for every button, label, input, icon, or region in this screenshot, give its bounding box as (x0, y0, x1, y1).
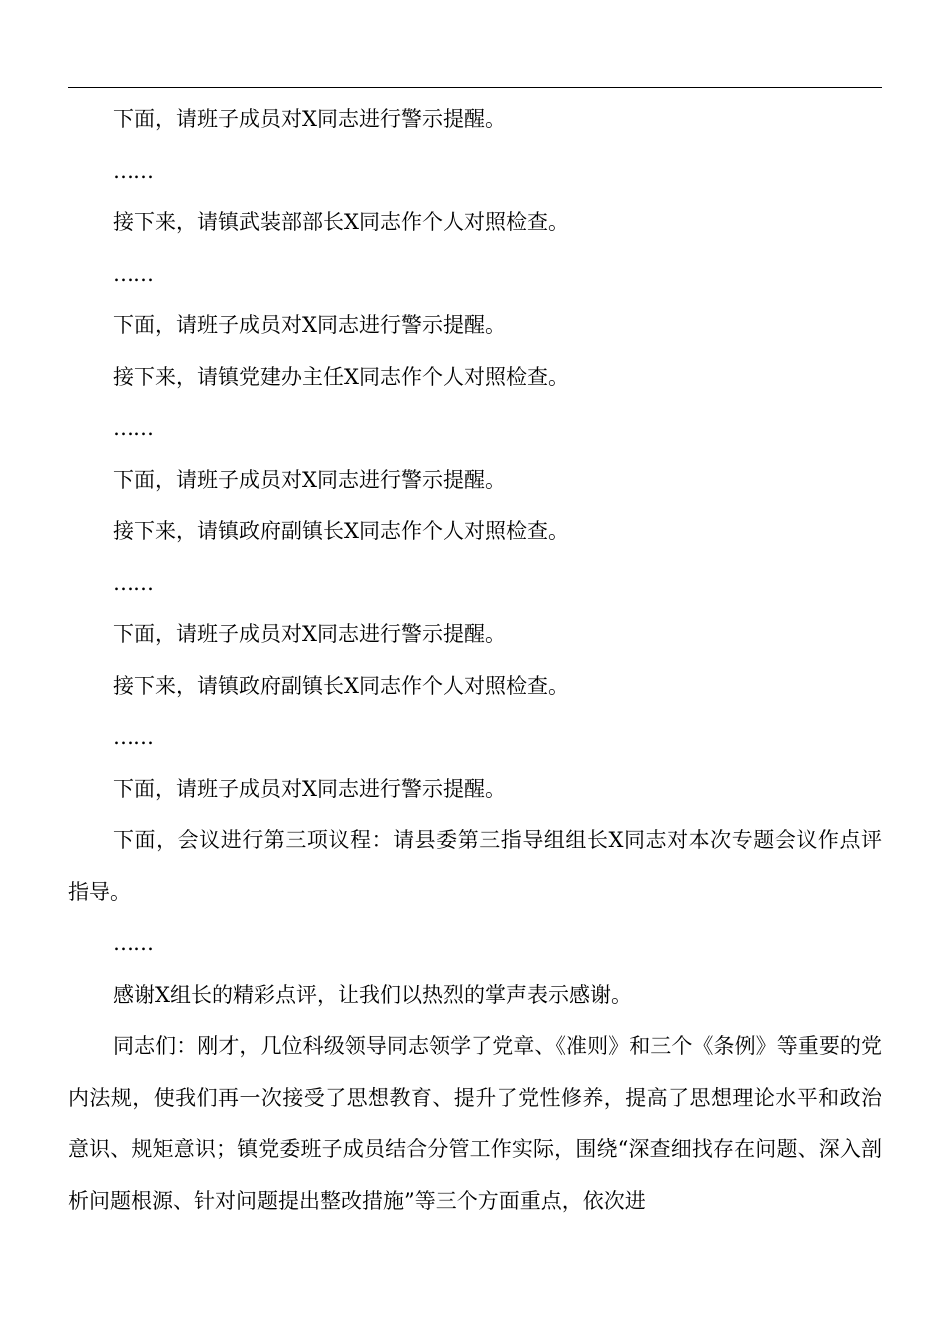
paragraph: 感谢X组长的精彩点评，让我们以热烈的掌声表示感谢。 (113, 982, 632, 1007)
ellipsis-paragraph: …… (113, 570, 153, 595)
paragraph: 下面，请班子成员对X同志进行警示提醒。 (113, 622, 506, 646)
ellipsis-paragraph: …… (113, 725, 153, 749)
ellipsis-paragraph: …… (113, 158, 153, 183)
ellipsis-paragraph: …… (113, 931, 153, 955)
paragraph: 下面，请班子成员对X同志进行警示提醒。 (113, 776, 506, 801)
paragraph: 接下来，请镇政府副镇长X同志作个人对照检查。 (113, 519, 569, 543)
paragraph: 接下来，请镇党建办主任X同志作个人对照检查。 (113, 364, 569, 389)
ellipsis-paragraph: …… (113, 416, 153, 440)
document-body (68, 94, 882, 1227)
paragraph: 接下来，请镇武装部部长X同志作个人对照检查。 (113, 210, 569, 234)
paragraph: 下面，请班子成员对X同志进行警示提醒。 (113, 107, 506, 131)
paragraph: 下面，请班子成员对X同志进行警示提醒。 (113, 467, 506, 492)
paragraph: 同志们：刚才，几位科级领导同志领学了党章、《准则》和三个《条例》等重要的党内法规，使我们再一次接受了思想教育、提升了党性修养，提高了思想理论水平和政治意识、规矩意识；镇党委班子成员结合分管工作实际，围绕“深查细找存在问题、深入剖析问题根源、针对问题提出整改措施”等三个方面重点，依次进 (68, 1034, 882, 1213)
header-rule (68, 87, 882, 88)
paragraph: 下面，会议进行第三项议程：请县委第三指导组组长X同志对本次专题会议作点评指导。 (68, 828, 882, 904)
paragraph: 下面，请班子成员对X同志进行警示提醒。 (113, 313, 506, 337)
ellipsis-paragraph: …… (113, 261, 153, 286)
paragraph: 接下来，请镇政府副镇长X同志作个人对照检查。 (113, 673, 569, 698)
